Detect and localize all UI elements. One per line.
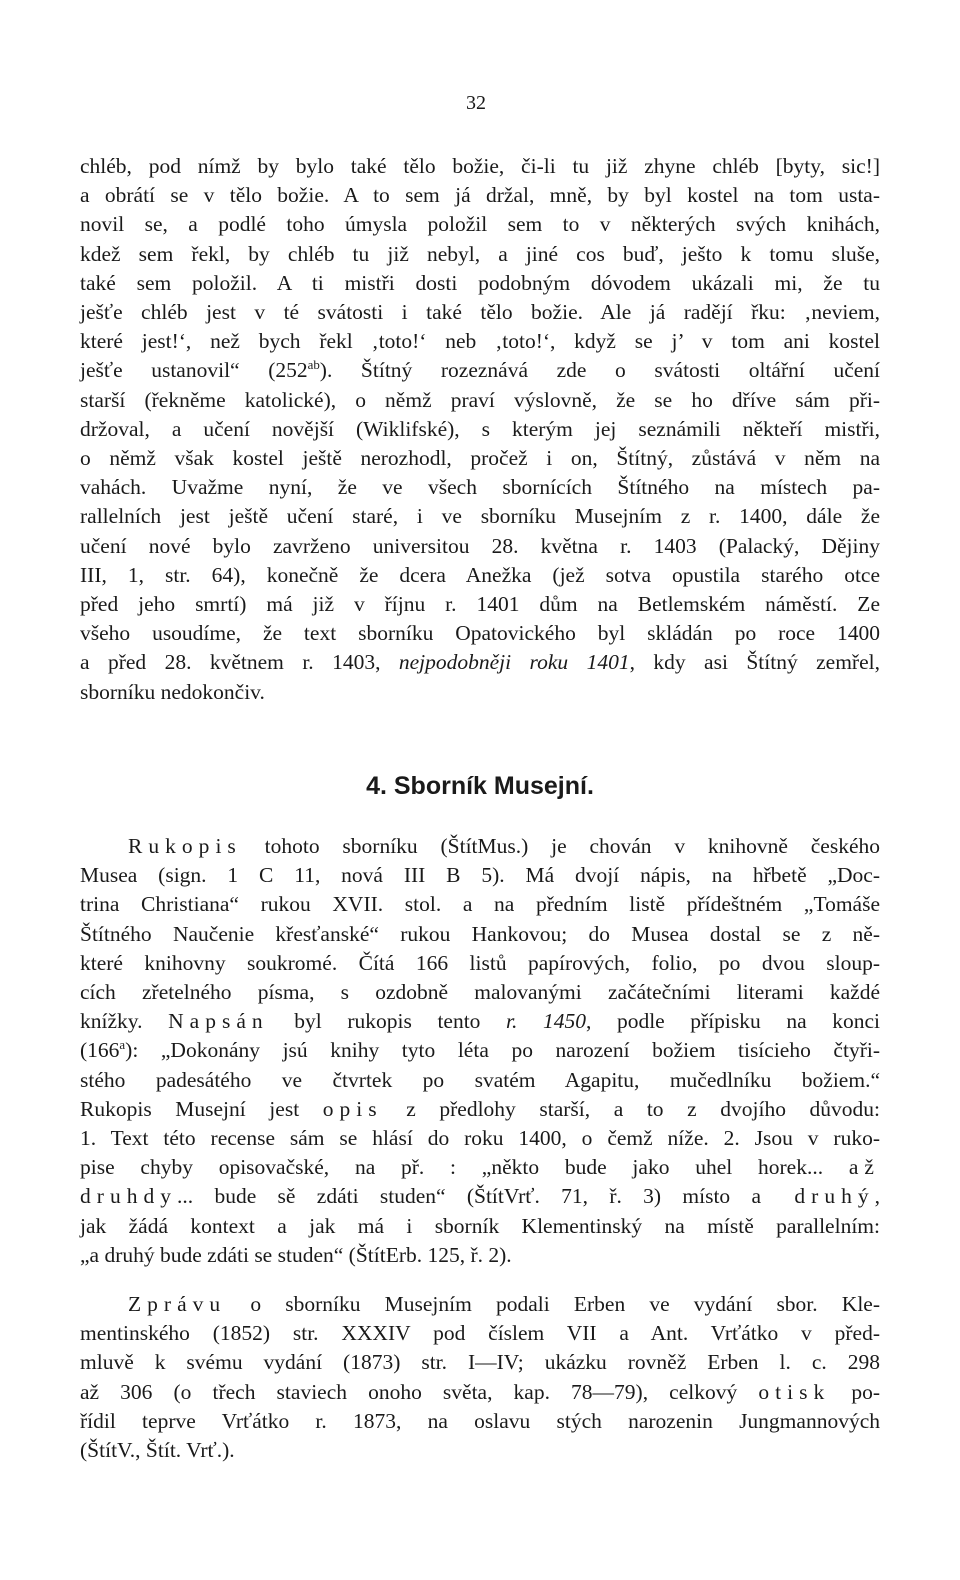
superscript: a (119, 1038, 126, 1053)
text-line: mentinského (1852) str. XXXIV pod číslem VII a Ant. Vrťátko v před- (80, 1321, 880, 1346)
text-line: řídil teprve Vrťátko r. 1873, na oslavu stých narozenin Jungmannových (80, 1408, 880, 1433)
text-line: novil se, a podlé toho úmysla položil sem to v některých svých knihách, (80, 212, 880, 237)
spaced-phrase: Zprávu (128, 1292, 227, 1316)
text-line: až 306 (o třech staviech onoho světa, kap. 78—79), celkový otisk po- (80, 1379, 880, 1404)
text-line: a před 28. květnem r. 1403, nejpodobněji roku 1401, kdy asi Štítný zemřel, (80, 650, 880, 675)
text-line: cích zřetelného písma, s ozdobně malovanými začátečními literami každé (80, 980, 880, 1005)
text-line: a obrátí se v tělo božie. A to sem já držal, mně, by byl kostel na tom usta- (80, 183, 880, 208)
spaced-phrase: otisk (758, 1379, 831, 1404)
text-line: všeho usoudíme, že text sborníku Opatovického byl skládán po roce 1400 (80, 621, 880, 646)
text-line: které jest!‘, než bych řekl ‚toto!‘ neb ‚toto!‘, když se j’ v tom ani kostel (80, 329, 880, 354)
text-line: ješťe ustanovil“ $(252^{ab})$. Štítný rozeznává zde o svátosti oltářní učení (80, 358, 880, 383)
text-line: chléb, pod nímž by bylo také tělo božie, či-li tu již zhyne chléb [byty, sic!] (80, 154, 880, 178)
superscript: ab (307, 358, 320, 373)
text-line: rallelních jest ještě učení staré, i ve sborníku Musejním z r. 1400, dále že (80, 504, 880, 529)
text-line: kdež sem řekl, by chléb tu již nebyl, a jiné cos buď, ješto k tomu sluše, (80, 241, 880, 266)
text-line: (ŠtítV., Štít. Vrť.). (80, 1438, 235, 1463)
text-line: Rukopis Musejní jest opis z předlohy starší, a to z dvojího důvodu: (80, 1096, 880, 1121)
spaced-phrase: Napsán (168, 1009, 269, 1034)
text-line: Musea (sign. 1 C 11, nová III B 5). Má dvojí nápis, na hřbetě „Doc- (80, 863, 880, 888)
text-line: o němž však kostel ještě nerozhodl, pročež i on, Štítný, zůstává v něm na (80, 446, 880, 471)
text-line: starší (řekněme katolické), o němž praví výslovně, že se ho dříve sám při- (80, 387, 880, 412)
spaced-phrase: Rukopis (128, 834, 242, 858)
text-line: učení nové bylo zavrženo universitou 28. května r. 1403 (Palacký, Dějiny (80, 533, 880, 558)
spaced-phrase: opis (322, 1096, 383, 1121)
text-line: III, 1, str. 64), konečně že dcera Anežka (jež sotva opustila starého otce (80, 562, 880, 587)
text-line: sborníku nedokončiv. (80, 679, 265, 704)
paragraph-1 (80, 152, 880, 707)
text-line: držoval, a učení novější (Wiklifské), s kterým jej seznámili někteří mistři, (80, 416, 880, 441)
spaced-phrase: a druhý (751, 1184, 875, 1209)
text-line: Rukopis tohoto sborníku (ŠtítMus.) je chován v knihovně českého (128, 834, 880, 858)
text-line: stého padesátého ve čtvrtek po svatém Agapitu, mučedlníku božiem.“ (80, 1067, 880, 1092)
text-line: (166$^a$): „Dokonány jsú knihy tyto léta po narození božiem tisícieho čtyři- (80, 1038, 880, 1063)
text-line: 1. Text této recense sám se hlásí do roku 1400, o čemž níže. 2. Jsou v ruko- (80, 1126, 880, 1151)
spaced-phrase: druhdy (80, 1184, 178, 1209)
text-line: vahách. Uvažme nyní, že ve všech sbornících Štítného na místech pa- (80, 475, 880, 500)
section-heading: 4. Sborník Musejní. (366, 772, 594, 800)
text-line: Štítného Naučenie křesťanské“ rukou Hankovou; do Musea dostal se z ně- (80, 921, 880, 946)
text-line: trina Christiana“ rukou XVII. stol. a na předním listě přídeštném „Tomáše (80, 892, 880, 917)
text-line: knížky. Napsán byl rukopis tento r. 1450, podle přípisku na konci (80, 1009, 881, 1034)
italic-phrase: nejpodobněji roku 1401 (398, 650, 630, 675)
text-line: před jeho smrtí) má již v říjnu r. 1401 dům na Betlemském náměstí. Ze (80, 592, 880, 617)
spaced-phrase: až (848, 1155, 880, 1180)
text-line: ješťe chléb jest v té svátosti i také tělo božie. Ale já radějí řku: ‚neviem, (80, 300, 880, 325)
text-line: „a druhý bude zdáti se studen“ (ŠtítErb. 125, ř. 2). (80, 1242, 512, 1267)
text-line: Zprávu o sborníku Musejním podali Erben ve vydání sbor. Kle- (128, 1292, 880, 1316)
text-line: také sem položil. A ti mistři dosti podobným dóvodem ukázali mi, že tu (80, 270, 880, 295)
page-number: 32 (466, 92, 486, 114)
paragraph-2 (80, 832, 880, 1270)
text-line: mluvě k svému vydání (1873) str. I—IV; ukázku rovněž Erben l. c. 298 (80, 1350, 880, 1375)
paragraph-3 (80, 1290, 880, 1465)
italic-phrase: r. 1450 (506, 1009, 586, 1034)
text-line: druhdy... bude sě zdáti studen“ (ŠtítVrť. 71, ř. 3) místo a druhý, (80, 1184, 881, 1209)
text-line: které knihovny soukromé. Čítá 166 listů papírových, folio, po dvou sloup- (80, 950, 880, 975)
text-line: jak žádá kontext a jak má i sborník Klementinský na místě parallelním: (80, 1213, 880, 1238)
text-line: pise chyby opisovačské, na př. : „někto bude jako uhel horek... až (80, 1155, 880, 1180)
